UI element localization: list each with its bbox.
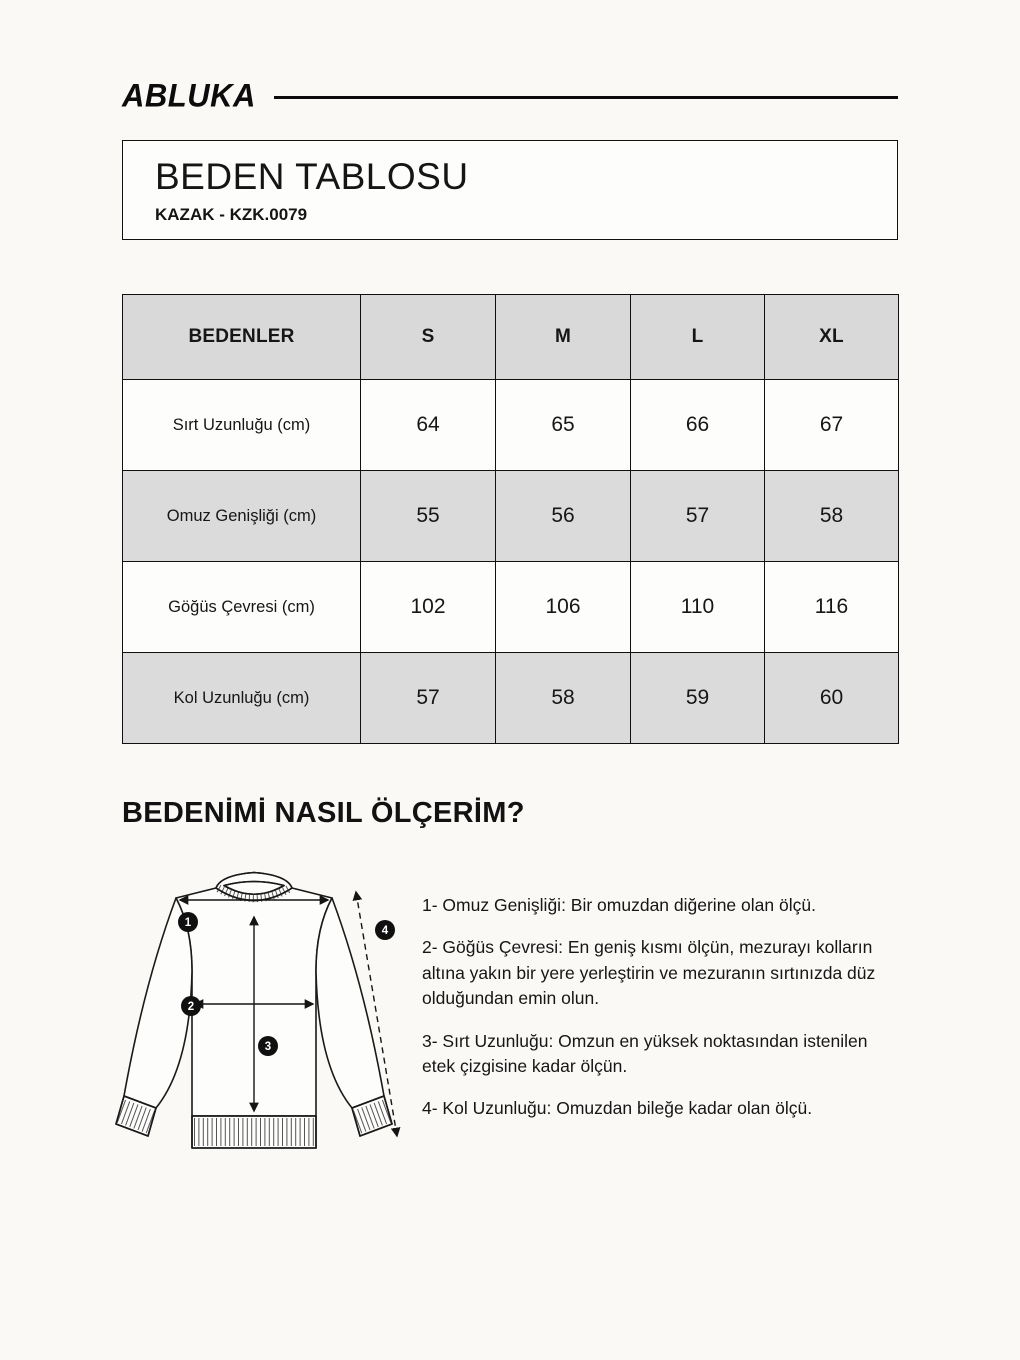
brand-logo: ABLUKA [122,77,256,114]
marker-2 [181,996,201,1016]
sweater-sketch [104,866,404,1186]
cell-value: 60 [765,653,899,744]
row-label: Kol Uzunluğu (cm) [123,653,361,744]
title-box [122,140,898,240]
size-table-header-row [123,295,899,380]
cell-value: 55 [361,471,496,562]
marker-3-label: 3 [264,1041,272,1053]
cell-value: 116 [765,562,899,653]
measure-heading: BEDENİMİ NASIL ÖLÇERİM? [122,797,525,829]
sweater-diagram [104,866,409,1191]
product-code: KAZAK - KZK.0079 [155,204,308,224]
cell-value: 66 [631,380,765,471]
table-row-sleeve-length [123,653,899,744]
cell-value: 64 [361,380,496,471]
col-header-xl: XL [765,295,899,380]
row-label: Sırt Uzunluğu (cm) [123,380,361,471]
col-header-bedenler: BEDENLER [123,295,361,380]
instruction-chest: 2- Göğüs Çevresi: En geniş kısmı ölçün, mezurayı kolların altına yakın bir yere yerleştirin ve mezuranın sırtınızda düz olduğundan emin olun. [422,937,876,1009]
col-header-l: L [631,295,765,380]
cell-value: 106 [496,562,631,653]
marker-4-label: 4 [381,925,389,937]
size-table [122,294,899,744]
cell-value: 110 [631,562,765,653]
cell-value: 56 [496,471,631,562]
marker-1-label: 1 [184,917,192,929]
table-row-back-length [123,380,899,471]
measure-instructions [422,893,904,1139]
row-label: Göğüs Çevresi (cm) [123,562,361,653]
instruction-shoulder: 1- Omuz Genişliği: Bir omuzdan diğerine olan ölçü. [422,895,816,915]
cell-value: 102 [361,562,496,653]
marker-3 [258,1036,278,1056]
cell-value: 58 [765,471,899,562]
table-row-shoulder-width [123,471,899,562]
cell-value: 58 [496,653,631,744]
page-title: BEDEN TABLOSU [155,155,469,197]
header-rule [274,96,898,99]
instruction-sleeve-length: 4- Kol Uzunluğu: Omuzdan bileğe kadar olan ölçü. [422,1098,813,1119]
table-row-chest [123,562,899,653]
col-header-s: S [361,295,496,380]
cell-value: 57 [361,653,496,744]
marker-1 [178,912,198,932]
cell-value: 67 [765,380,899,471]
row-label: Omuz Genişliği (cm) [123,471,361,562]
col-header-m: M [496,295,631,380]
cell-value: 59 [631,653,765,744]
instruction-back-length: 3- Sırt Uzunluğu: Omzun en yüksek noktasından istenilen etek çizgisine kadar ölçün. [422,1030,868,1076]
cell-value: 65 [496,380,631,471]
sweater-hem-band [192,1116,316,1148]
sweater-right-sleeve [316,898,384,1108]
marker-2-label: 2 [187,1001,195,1013]
marker-4 [375,920,395,940]
cell-value: 57 [631,471,765,562]
brand-header [122,78,898,114]
